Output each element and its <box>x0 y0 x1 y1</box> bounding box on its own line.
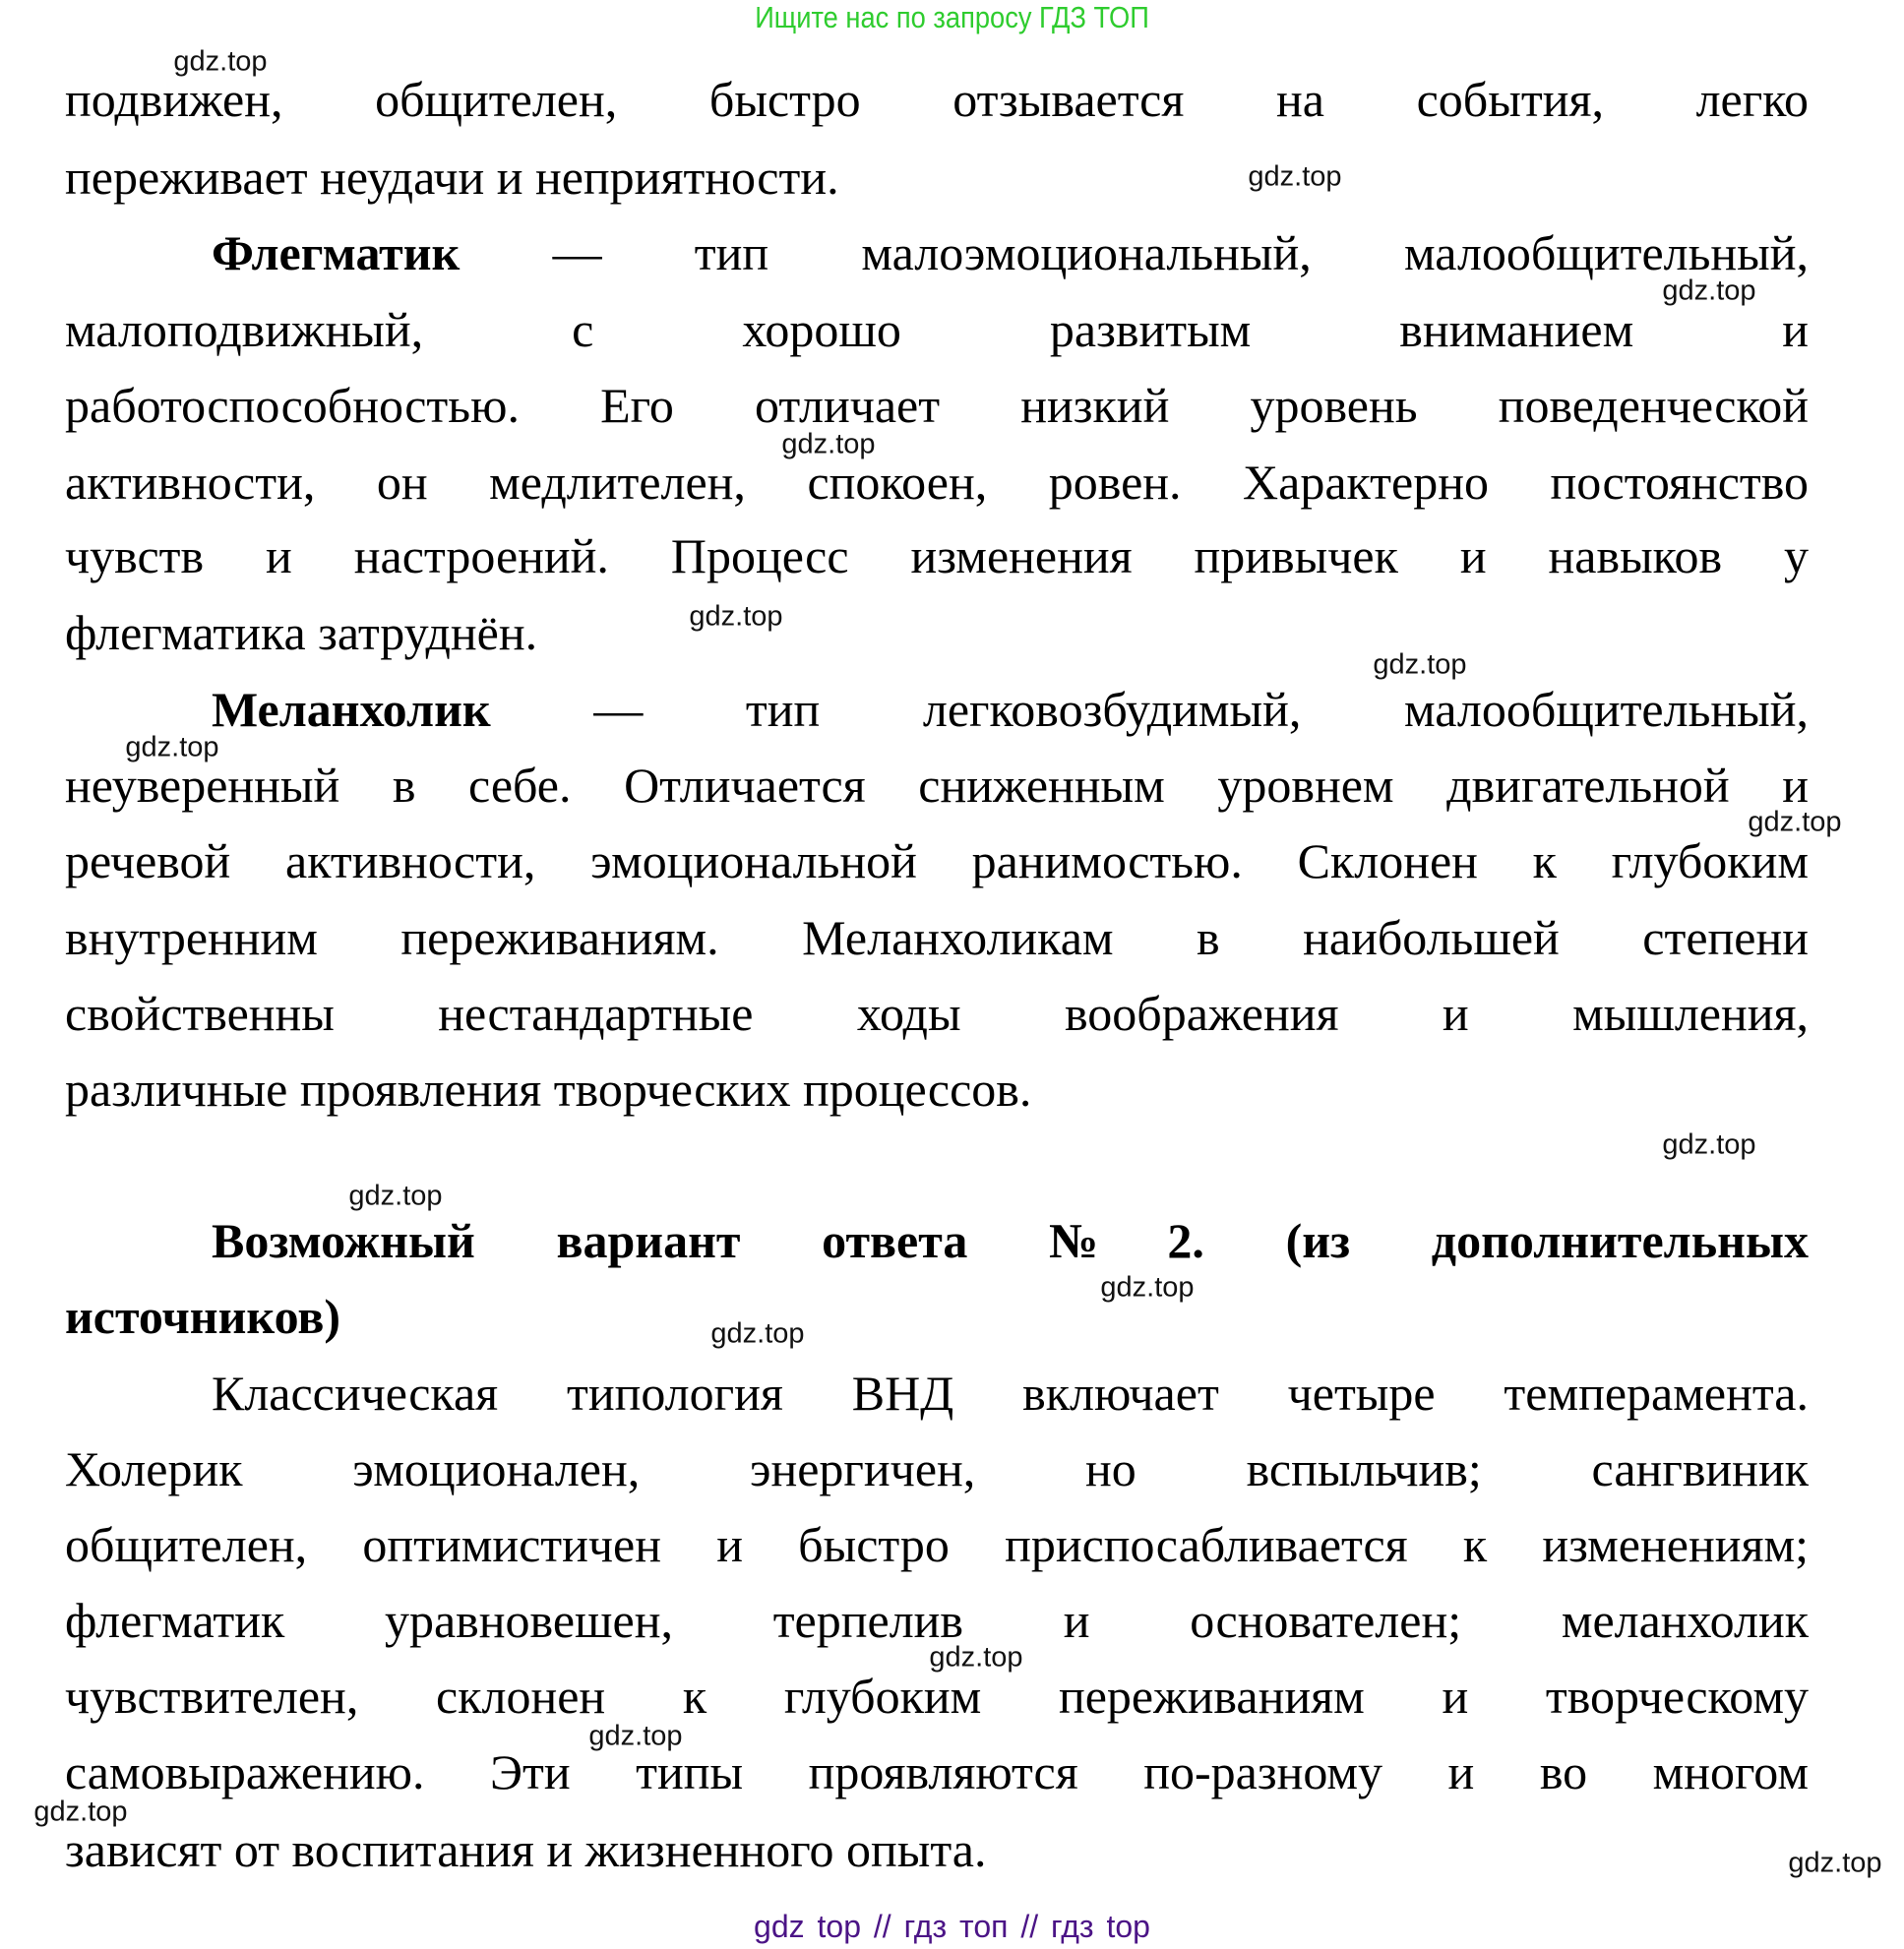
line-text: чувств и настроений. Процесс изменения привычек и навыков у <box>65 528 1809 583</box>
line-text: внутренним переживаниям. Меланхоликам в наибольшей степени <box>65 910 1809 965</box>
watermark: gdz.top <box>33 1796 128 1828</box>
watermark: gdz.top <box>1788 1847 1882 1879</box>
line-text: подвижен, общителен, быстро отзывается на события, легко <box>65 72 1809 127</box>
line-text: Классическая типология ВНД включает четыре темперамента. <box>212 1366 1809 1421</box>
line-text: свойственны нестандартные ходы воображения и мышления, <box>65 986 1809 1041</box>
text-line <box>65 1431 1809 1507</box>
text-line <box>65 518 1809 594</box>
line-text: — тип малоэмоциональный, малообщительный, <box>460 225 1809 280</box>
line-text: различные проявления творческих процессов. <box>65 1062 1032 1117</box>
watermark: gdz.top <box>1748 806 1842 838</box>
watermark: gdz.top <box>348 1180 443 1212</box>
watermark: gdz.top <box>1662 1128 1756 1161</box>
line-text: флегматик уравновешен, терпелив и основателен; меланхолик <box>65 1593 1809 1648</box>
bold-term: Меланхолик <box>212 682 491 737</box>
text-line <box>65 976 1809 1052</box>
search-banner: Ищите нас по запросу ГДЗ ТОП <box>755 0 1149 34</box>
text-line <box>212 215 1809 291</box>
bold-term: Флегматик <box>212 225 461 280</box>
watermark: gdz.top <box>1662 274 1756 307</box>
line-text: активности, он медлителен, спокоен, ровен. Характерно постоянство <box>65 455 1809 510</box>
line-text: флегматика затруднён. <box>65 605 538 660</box>
text-line <box>65 140 1809 215</box>
text-line <box>212 1203 1809 1279</box>
text-line <box>65 595 1809 671</box>
line-text: речевой активности, эмоциональной ранимостью. Склонен к глубоким <box>65 833 1809 888</box>
watermark: gdz.top <box>689 600 783 633</box>
line-text: зависят от воспитания и жизненного опыта. <box>65 1822 987 1877</box>
watermark: gdz.top <box>929 1641 1023 1674</box>
line-text: малоподвижный, с хорошо развитым вниманием и <box>65 302 1809 357</box>
text-line <box>212 1356 1809 1431</box>
line-text: чувствителен, склонен к глубоким переживаниям и творческому <box>65 1669 1809 1724</box>
line-text: самовыражению. Эти типы проявляются по-разному и во многом <box>65 1744 1809 1799</box>
line-text: общителен, оптимистичен и быстро приспосабливается к изменениям; <box>65 1517 1809 1572</box>
line-text: переживает неудачи и неприятности. <box>65 150 839 205</box>
text-line <box>65 1279 1809 1355</box>
bold-term: Возможный вариант ответа №2. (из дополнительных <box>212 1213 1809 1268</box>
watermark: gdz.top <box>1100 1271 1195 1304</box>
watermark: gdz.top <box>588 1720 683 1752</box>
text-line <box>212 672 1809 748</box>
text-line <box>65 823 1809 899</box>
text-line <box>65 748 1809 823</box>
text-line <box>65 1812 1809 1888</box>
text-line <box>65 292 1809 368</box>
watermark: gdz.top <box>710 1317 805 1350</box>
line-text: Холерик эмоционален, энергичен, но вспыльчив; сангвиник <box>65 1441 1809 1496</box>
watermark: gdz.top <box>173 45 268 78</box>
text-line <box>65 1052 1809 1127</box>
watermark: gdz.top <box>781 428 876 460</box>
text-line <box>65 368 1809 444</box>
text-line <box>65 1507 1809 1583</box>
text-line <box>65 1735 1809 1810</box>
bold-term: источников) <box>65 1289 340 1344</box>
text-line <box>65 900 1809 976</box>
text-line <box>65 445 1809 520</box>
line-text: неуверенный в себе. Отличается сниженным уровнем двигательной и <box>65 758 1809 813</box>
watermark: gdz.top <box>125 731 219 763</box>
watermark: gdz.top <box>1248 160 1342 193</box>
watermark: gdz.top <box>1373 648 1467 681</box>
footer-links[interactable]: gdz top // гдз топ // гдз top <box>754 1909 1150 1944</box>
line-text: работоспособностью. Его отличает низкий уровень поведенческой <box>65 378 1809 433</box>
line-text: — тип легковозбудимый, малообщительный, <box>490 682 1809 737</box>
text-line <box>65 62 1809 138</box>
